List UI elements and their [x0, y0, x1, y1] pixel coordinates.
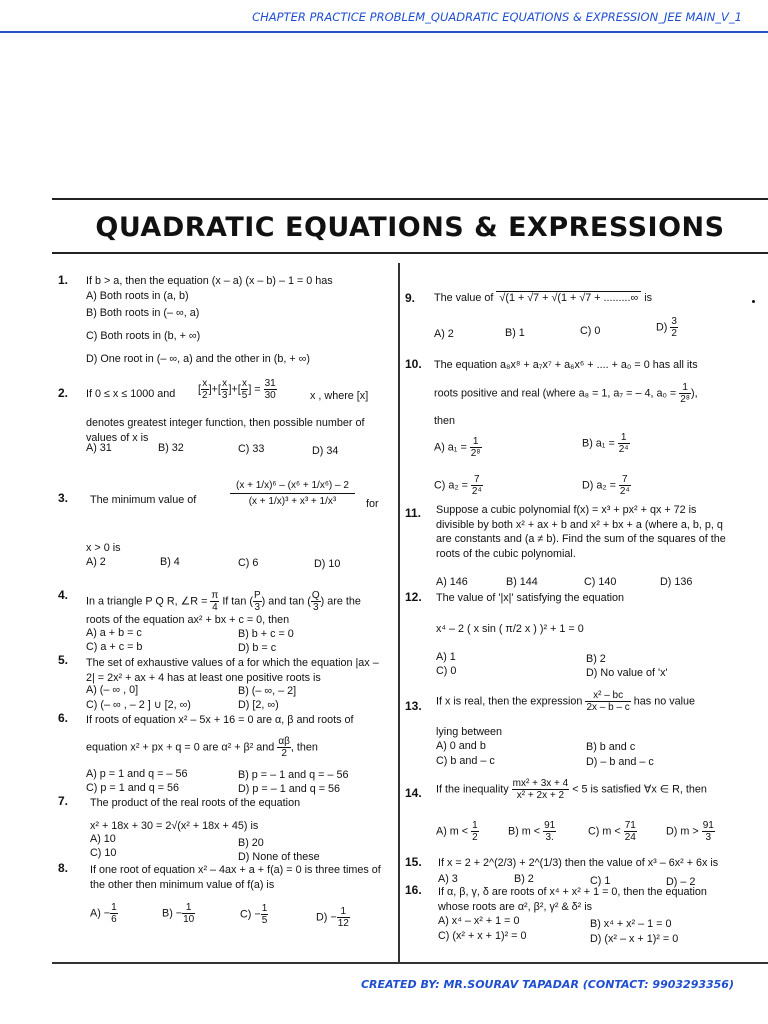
q16-text: If α, β, γ, δ are roots of x⁴ + x² + 1 = 0, then the equation whose roots are α², β², γ² & δ² is: [438, 886, 707, 913]
q2-option-c: C) 33: [238, 443, 265, 455]
frac-31-30: $\frac{31}{30}$: [264, 378, 276, 401]
q8-option-c: C) − $\frac{1}{5}$: [240, 903, 268, 926]
q10-option-d: D) a₂ = $\frac{7}{\text{2⁴}}$: [582, 474, 630, 497]
q6-option-d: D) p = – 1 and q = 56: [238, 783, 341, 795]
q16-option-b: B) x⁴ + x² – 1 = 0: [590, 918, 672, 930]
q7-option-b: B) 20: [238, 837, 264, 849]
q4-option-a: A) a + b = c: [86, 627, 142, 639]
q14-line: [436, 778, 707, 801]
q3-option-b: B) 4: [160, 556, 180, 568]
q14-option-d: D) m > $\frac{91}{3}$: [666, 820, 714, 843]
q3-fraction: [230, 478, 355, 509]
q9-option-c: C) 0: [580, 325, 601, 337]
frac-1-12: $\frac{1}{12}$: [337, 906, 349, 929]
q9-number: 9.: [405, 291, 416, 305]
q7-option-a: A) 10: [90, 833, 116, 845]
q3-lead: The minimum value of: [90, 494, 197, 506]
q11-text: Suppose a cubic polynomial f(x) = x³ + px² + qx + 72 is divisible by both x² + ax + b and x² + bx + a (where a, b, p, q are constants and (a ≠ b). Find the sum of the squares of the roots of the cubic polynomial.: [436, 504, 726, 560]
q5-text: The set of exhaustive values of a for which the equation |ax – 2| = 2x² + ax + 4 has at least one positive roots is: [86, 657, 379, 684]
q7-text: The product of the real roots of the equation: [90, 797, 301, 809]
q11-option-c: C) 140: [584, 576, 617, 588]
frac-q14: $\frac{\text{mx² + 3x + 4}}{\text{x² + 2x + 2}}$: [512, 778, 569, 801]
q13-number: 13.: [405, 699, 422, 713]
q4-mid2: and tan: [268, 595, 305, 608]
q7-option-c: C) 10: [90, 847, 117, 859]
q11-option-b: B) 144: [506, 576, 538, 588]
header-text: CHAPTER PRACTICE PROBLEM_QUADRATIC EQUATIONS & EXPRESSION_JEE MAIN_V_1: [252, 10, 742, 24]
frac-q13: $\frac{\text{x² – bc}}{2x - b - c}$: [586, 690, 630, 713]
q9-option-a: A) 2: [434, 328, 454, 340]
page-footer: [0, 978, 768, 991]
q10-option-b: B) a₁ = $\frac{1}{\text{2⁴}}$: [582, 432, 629, 455]
q4-text: roots of the equation ax² + bx + c = 0, then: [86, 614, 290, 626]
q6-tail2: , then: [290, 741, 318, 754]
q14-option-b: B) m < $\frac{91}{3.}$: [508, 820, 556, 843]
q14-lead: If the inequality: [436, 783, 509, 796]
q9-line: [434, 292, 652, 304]
frac-a1-24: $\frac{1}{\text{2⁴}}$: [618, 432, 629, 455]
q15-option-c: C) 1: [590, 875, 611, 887]
q9-option-b: B) 1: [505, 327, 525, 339]
q4-option-c: C) a + c = b: [86, 641, 143, 653]
frac-91-3b: $\frac{91}{3}$: [702, 820, 714, 843]
q13-option-c: C) b and – c: [436, 755, 495, 767]
q14-number: 14.: [405, 786, 422, 800]
q14-tail: < 5 is satisfied ∀x ∈ R, then: [572, 783, 707, 796]
q9-option-d: D) $\frac{3}{2}$: [656, 316, 677, 339]
q1-option-a: A) Both roots in (a, b): [86, 290, 189, 302]
frac-1-10: $\frac{1}{10}$: [183, 902, 195, 925]
q4-tail: are the: [327, 595, 361, 608]
q10-text: The equation a₈x⁸ + a₇x⁷ + a₆x⁶ + .... + a₀ = 0 has all its: [434, 359, 698, 371]
q6-line2: [86, 736, 318, 759]
q12-option-b: B) 2: [586, 653, 606, 665]
frac-1-6: $\frac{1}{6}$: [111, 902, 117, 925]
footer-text: CREATED BY: MR.SOURAV TAPADAR (CONTACT: 9903293356): [360, 978, 734, 991]
q16-option-d: D) (x² – x + 1)² = 0: [590, 933, 679, 945]
q16-option-c: C) (x² + x + 1)² = 0: [438, 930, 527, 942]
q1-option-b: B) Both roots in (– ∞, a): [86, 307, 200, 319]
title-bottom-rule: [52, 252, 768, 254]
q15-text: If x = 2 + 2^(2/3) + 2^(1/3) then the value of x³ – 6x² + 6x is: [438, 857, 719, 869]
q3-tail: for: [366, 498, 379, 510]
q14-option-c: C) m < $\frac{71}{24}$: [588, 820, 636, 843]
q8-number: 8.: [58, 861, 69, 875]
frac-pi-4: $\frac{\pi}{4}$: [211, 590, 219, 613]
column-divider: [398, 263, 400, 963]
q12-number: 12.: [405, 590, 422, 604]
frac-q-3: $\frac{Q}{3}$: [311, 590, 320, 613]
frac-1-2-8: $\frac{1}{\text{2⁸}}$: [680, 382, 691, 405]
q4-number: 4.: [58, 588, 69, 602]
q16-option-a: A) x⁴ – x² + 1 = 0: [438, 915, 520, 927]
q1-option-d: D) One root in (– ∞, a) and the other in (b, + ∞): [86, 353, 310, 365]
q15-option-b: B) 2: [514, 873, 534, 885]
q3-option-a: A) 2: [86, 556, 106, 568]
q5-option-a: A) (– ∞ , 0]: [86, 684, 139, 696]
q10-text2: roots positive and real (where a₈ = 1, a₇ = – 4, a₀ =: [434, 387, 677, 400]
q11-option-a: A) 146: [436, 576, 468, 588]
page-header: [0, 10, 768, 24]
q2-option-a: A) 31: [86, 442, 112, 454]
q4-option-b: B) b + c = 0: [238, 628, 294, 640]
q15-option-d: D) – 2: [666, 876, 696, 888]
q1-number: 1.: [58, 273, 69, 287]
q5-option-c: C) (– ∞ , – 2 ] ∪ [2, ∞): [86, 699, 191, 711]
q6-option-a: A) p = 1 and q = – 56: [86, 768, 188, 780]
q6-number: 6.: [58, 711, 69, 725]
q6-text: If roots of equation x² – 5x + 16 = 0 are α, β and roots of: [86, 714, 354, 726]
q13-option-b: B) b and c: [586, 741, 636, 753]
q12-option-c: C) 0: [436, 665, 457, 677]
q13-tail: has no value: [633, 695, 696, 708]
q10-option-c: C) a₂ = $\frac{7}{\text{2⁴}}$: [434, 474, 482, 497]
q12-equation: x⁴ – 2 ( x sin ( π/2 x ) )² + 1 = 0: [436, 623, 584, 635]
frac-x-2: $\frac{x}{2}$: [202, 378, 208, 401]
page-title: QUADRATIC EQUATIONS & EXPRESSIONS: [95, 212, 725, 243]
q6-option-b: B) p = – 1 and q = – 56: [238, 769, 349, 781]
q12-option-a: A) 1: [436, 651, 456, 663]
q2-number: 2.: [58, 386, 69, 400]
q16-number: 16.: [405, 883, 422, 897]
frac-a1-28: $\frac{1}{\text{2⁸}}$: [470, 436, 481, 459]
q8-option-d: D) − $\frac{1}{12}$: [316, 906, 349, 929]
q11-number: 11.: [405, 506, 422, 520]
frac-91-3a: $\frac{91}{3.}$: [544, 820, 556, 843]
q2-lead: If 0 ≤ x ≤ 1000 and: [86, 388, 176, 400]
frac-3-2: $\frac{3}{2}$: [671, 316, 677, 339]
q3-frac: $\frac{\text{(x + 1/x)⁶ – (x⁶ + 1/x⁶) – 2}}{\text{(x + 1/x)³ + x³ + 1/x³}}$: [230, 478, 355, 509]
q11-option-d: D) 136: [660, 576, 693, 588]
q7-equation: x² + 18x + 30 = 2√(x² + 18x + 45) is: [90, 820, 259, 832]
q7-number: 7.: [58, 794, 69, 808]
q15-option-a: A) 3: [438, 873, 458, 885]
q3-option-c: C) 6: [238, 557, 259, 569]
q4-lead: In a triangle P Q R, ∠R =: [86, 595, 208, 608]
q13-line: [436, 690, 695, 713]
q2-tail: x , where [x]: [310, 390, 369, 402]
frac-x-5: $\frac{x}{5}$: [241, 378, 248, 401]
q6-option-c: C) p = 1 and q = 56: [86, 782, 180, 794]
frac-a2-d: $\frac{7}{\text{2⁴}}$: [619, 474, 630, 497]
q2-text: denotes greatest integer function, then possible number of values of x is: [86, 417, 365, 444]
q2-expression: [ $\frac{x}{2}$ ]+[ $\frac{x}{3}$ ]+[ $\frac{x}{5}$ ] = $\frac{31}{30}$: [198, 378, 276, 401]
q12-option-d: D) No value of 'x': [586, 667, 668, 679]
frac-a2-c: $\frac{7}{\text{2⁴}}$: [471, 474, 482, 497]
q7-option-d: D) None of these: [238, 851, 320, 863]
frac-x-3: $\frac{x}{3}$: [221, 378, 228, 401]
q15-number: 15.: [405, 855, 422, 869]
q5-option-b: B) (– ∞, – 2]: [238, 685, 297, 697]
q3-condition: x > 0 is: [86, 542, 121, 554]
q4-expression: In a triangle P Q R, ∠R = $\frac{\pi}{4}$ If tan ( $\frac{P}{3}$ ) and tan ( $\frac{Q}{3}$ ) are the: [86, 590, 361, 613]
q10-then: then: [434, 415, 456, 427]
q14-option-a: A) m < $\frac{1}{2}$: [436, 820, 478, 843]
q13-lead: If x is real, then the expression: [436, 695, 583, 708]
q10-tail: ),: [691, 387, 698, 400]
q1-text: If b > a, then the equation (x – a) (x – b) – 1 = 0 has: [86, 275, 333, 287]
q8-text: If one root of equation x² – 4ax + a + f(a) = 0 is three times of the other then minimum value of f(a) is: [90, 864, 381, 891]
q2-option-d: D) 34: [312, 445, 339, 457]
q3-option-d: D) 10: [314, 558, 341, 570]
q3-number: 3.: [58, 491, 69, 505]
q8-option-a: A) − $\frac{1}{6}$: [90, 902, 117, 925]
q4-mid: If tan: [222, 595, 247, 608]
frac-71-24: $\frac{71}{24}$: [624, 820, 636, 843]
frac-1-5: $\frac{1}{5}$: [261, 903, 268, 926]
q13-option-d: D) – b and – c: [586, 756, 654, 768]
frac-1-2: $\frac{1}{2}$: [472, 820, 478, 843]
footer-rule: [52, 962, 768, 964]
q8-option-b: B) − $\frac{1}{10}$: [162, 902, 195, 925]
q1-option-c: C) Both roots in (b, + ∞): [86, 330, 201, 342]
q9-tail: is: [644, 292, 653, 304]
q10-option-a: A) a₁ = $\frac{1}{\text{2⁸}}$: [434, 436, 481, 459]
q10-number: 10.: [405, 357, 422, 371]
q12-text: The value of '|x|' satisfying the equation: [436, 592, 624, 604]
q6-lead2: equation x² + px + q = 0 are α² + β² and: [86, 741, 275, 754]
q5-number: 5.: [58, 653, 69, 667]
q13-option-a: A) 0 and b: [436, 740, 486, 752]
q9-radical: √(1 + √7 + √(1 + √7 + .........∞: [496, 291, 641, 304]
header-rule: [0, 31, 768, 33]
q2-option-b: B) 32: [158, 442, 184, 454]
speck: [752, 300, 755, 303]
frac-ab-2: $\frac{\alpha\beta}{2}$: [278, 736, 290, 759]
title-top-rule: [52, 198, 768, 200]
q9-lead: The value of: [434, 292, 494, 304]
frac-p-3: $\frac{P}{3}$: [253, 590, 261, 613]
q10-line2: [434, 382, 698, 405]
q5-option-d: D) [2, ∞): [238, 699, 279, 711]
q4-option-d: D) b = c: [238, 642, 277, 654]
q13-text2: lying between: [436, 726, 503, 738]
